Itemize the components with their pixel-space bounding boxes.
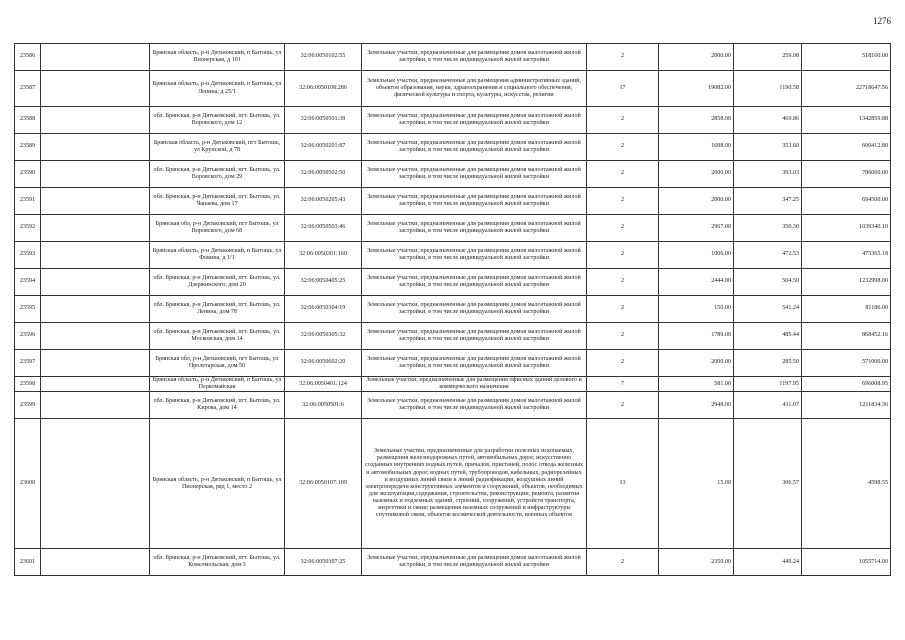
area-cell: 2948.00: [659, 392, 734, 419]
cadastral-value-cell: 1342859.88: [802, 107, 891, 134]
area-cell: 2000.00: [659, 161, 734, 188]
table-row: [15, 419, 891, 549]
empty-cell: [41, 549, 150, 576]
cadastral-value-table: [14, 43, 891, 576]
address-cell: обл. Брянская, р-н Дятьковский, пгт. Бытошь, ул. Дзержинского, дом 20: [150, 269, 285, 296]
table-row: [15, 188, 891, 215]
empty-cell: [41, 215, 150, 242]
table-row: [15, 350, 891, 377]
empty-cell: [41, 188, 150, 215]
address-cell: Брянская область, р-н Дятьковский, п Бытошь, ул Ленина, д 25/1: [150, 71, 285, 107]
cadastral-number-cell: 32:06:0050307:25: [285, 549, 362, 576]
area-cell: 2000.00: [659, 350, 734, 377]
address-cell: обл. Брянская, р-н Дятьковский, пгт. Бытошь, ул. Московская, дом 14: [150, 323, 285, 350]
specific-value-cell: 306.57: [734, 419, 802, 549]
group-cell: 2: [587, 161, 659, 188]
land-use-cell: Земельные участки, предназначенные для размещения административных зданий, объектов образования, науки, здравоохранения и социального обеспечения, физической культуры и спорта, культуры, искусства, религии: [362, 71, 587, 107]
empty-cell: [41, 44, 150, 71]
area-cell: 19082.00: [659, 71, 734, 107]
land-use-cell: Земельные участки, предназначенные для размещения домов малоэтажной жилой застройки, в том числе индивидуальной жилой застройки: [362, 161, 587, 188]
cadastral-value-cell: 518160.00: [802, 44, 891, 71]
row-number-cell: 23594: [15, 269, 41, 296]
empty-cell: [41, 107, 150, 134]
specific-value-cell: 347.25: [734, 188, 802, 215]
group-cell: 2: [587, 296, 659, 323]
specific-value-cell: 449.24: [734, 549, 802, 576]
row-number-cell: 23596: [15, 323, 41, 350]
group-cell: 13: [587, 419, 659, 549]
group-cell: 2: [587, 134, 659, 161]
table-row: [15, 296, 891, 323]
specific-value-cell: 285.50: [734, 350, 802, 377]
area-cell: 1789.00: [659, 323, 734, 350]
group-cell: 2: [587, 215, 659, 242]
land-use-cell: Земельные участки, предназначенные для размещения домов малоэтажной жилой застройки, в том числе индивидуальной жилой застройки: [362, 134, 587, 161]
cadastral-number-cell: 32:06:0050602:20: [285, 350, 362, 377]
area-cell: 2444.00: [659, 269, 734, 296]
empty-cell: [41, 350, 150, 377]
cadastral-value-cell: 696008.95: [802, 377, 891, 392]
empty-cell: [41, 242, 150, 269]
row-number-cell: 23599: [15, 392, 41, 419]
cadastral-value-cell: 1055714.00: [802, 549, 891, 576]
row-number-cell: 23601: [15, 549, 41, 576]
cadastral-value-cell: 1211834.36: [802, 392, 891, 419]
cadastral-number-cell: 32:06:0050501:39: [285, 107, 362, 134]
empty-cell: [41, 161, 150, 188]
area-cell: 15.00: [659, 419, 734, 549]
table-row: [15, 549, 891, 576]
address-cell: обл. Брянская, р-н Дятьковский, пгт. Бытошь, ул. Воровского, дом 12: [150, 107, 285, 134]
row-number-cell: 23589: [15, 134, 41, 161]
area-cell: 150.00: [659, 296, 734, 323]
group-cell: 7: [587, 377, 659, 392]
address-cell: Брянская область, р-н Дятьковский, п Бытошь, ул Пионерская, д 101: [150, 44, 285, 71]
empty-cell: [41, 419, 150, 549]
specific-value-cell: 393.03: [734, 161, 802, 188]
land-use-cell: Земельные участки, предназначенные для размещения домов малоэтажной жилой застройки, в том числе индивидуальной жилой застройки: [362, 215, 587, 242]
page-number: 1276: [873, 16, 891, 26]
table-row: [15, 107, 891, 134]
specific-value-cell: 259.08: [734, 44, 802, 71]
empty-cell: [41, 392, 150, 419]
land-use-cell: Земельные участки, предназначенные для размещения домов малоэтажной жилой застройки, в том числе индивидуальной жилой застройки: [362, 242, 587, 269]
land-use-cell: Земельные участки, предназначенные для размещения домов малоэтажной жилой застройки, в том числе индивидуальной жилой застройки: [362, 296, 587, 323]
empty-cell: [41, 296, 150, 323]
specific-value-cell: 411.07: [734, 392, 802, 419]
specific-value-cell: 485.44: [734, 323, 802, 350]
address-cell: Брянская область, р-н Дятьковский, п Бытошь, ул Пионерская, ряд 1, место 2: [150, 419, 285, 549]
row-number-cell: 23591: [15, 188, 41, 215]
cadastral-number-cell: 32:06:0050108:286: [285, 71, 362, 107]
row-number-cell: 23598: [15, 377, 41, 392]
land-use-cell: Земельные участки, предназначенные для размещения домов малоэтажной жилой застройки, в том числе индивидуальной жилой застройки: [362, 350, 587, 377]
cadastral-number-cell: 32:06:0050502:50: [285, 161, 362, 188]
group-cell: 2: [587, 392, 659, 419]
address-cell: Брянская область, р-н Дятьковский, п Бытошь, ул Первомайская: [150, 377, 285, 392]
address-cell: обл. Брянская, р-н Дятьковский, пгт. Бытошь, ул. Кирова, дом 14: [150, 392, 285, 419]
land-use-cell: Земельные участки, предназначенные для размещения домов малоэтажной жилой застройки, в том числе индивидуальной жилой застройки: [362, 323, 587, 350]
group-cell: 2: [587, 188, 659, 215]
group-cell: 2: [587, 350, 659, 377]
table-row: [15, 242, 891, 269]
area-cell: 2000.00: [659, 188, 734, 215]
empty-cell: [41, 134, 150, 161]
table-row: [15, 215, 891, 242]
table-row: [15, 71, 891, 107]
cadastral-value-cell: 1232998.00: [802, 269, 891, 296]
address-cell: Брянская обл, р-н Дятьковский, пгт Бытошь, ул Воровского, дом 68: [150, 215, 285, 242]
group-cell: 2: [587, 269, 659, 296]
empty-cell: [41, 323, 150, 350]
cadastral-number-cell: 32:06:0050405:25: [285, 269, 362, 296]
row-number-cell: 23588: [15, 107, 41, 134]
cadastral-number-cell: 32:06:0050102:55: [285, 44, 362, 71]
cadastral-value-cell: 1039340.10: [802, 215, 891, 242]
address-cell: Брянская обл, р-н Дятьковский, пгт Бытошь, ул Пролетарская, дом 50: [150, 350, 285, 377]
land-use-cell: Земельные участки, предназначенные для размещения домов малоэтажной жилой застройки, в том числе индивидуальной жилой застройки: [362, 392, 587, 419]
row-number-cell: 23595: [15, 296, 41, 323]
cadastral-number-cell: 32:06:0050503:46: [285, 215, 362, 242]
specific-value-cell: 1197.95: [734, 377, 802, 392]
group-cell: 2: [587, 323, 659, 350]
row-number-cell: 23593: [15, 242, 41, 269]
table-row: [15, 161, 891, 188]
land-use-cell: Земельные участки, предназначенные для размещения домов малоэтажной жилой застройки, в том числе индивидуальной жилой застройки: [362, 107, 587, 134]
area-cell: 1698.00: [659, 134, 734, 161]
area-cell: 1006.00: [659, 242, 734, 269]
empty-cell: [41, 377, 150, 392]
address-cell: обл. Брянская, р-н Дятьковский, пгт. Бытошь, ул. Ленина, дом 78: [150, 296, 285, 323]
table-row: [15, 377, 891, 392]
address-cell: обл. Брянская, р-н Дятьковский, пгт. Бытошь, ул. Воровского, дом 29: [150, 161, 285, 188]
row-number-cell: 23600: [15, 419, 41, 549]
empty-cell: [41, 71, 150, 107]
area-cell: 2000.00: [659, 44, 734, 71]
table-row: [15, 134, 891, 161]
address-cell: обл. Брянская, р-н Дятьковский, пгт. Бытошь, ул. Комсомольская, дом 3: [150, 549, 285, 576]
area-cell: 2858.00: [659, 107, 734, 134]
area-cell: 2967.00: [659, 215, 734, 242]
group-cell: 2: [587, 549, 659, 576]
cadastral-value-cell: 81186.00: [802, 296, 891, 323]
address-cell: Брянская область, р-н Дятьковский, пгт Бытошь, ул Крупской, д 78: [150, 134, 285, 161]
land-use-cell: Земельные участки, предназначенные для размещения домов малоэтажной жилой застройки, в том числе индивидуальной жилой застройки: [362, 269, 587, 296]
cadastral-number-cell: 32:06:0050201:87: [285, 134, 362, 161]
cadastral-value-cell: 868452.16: [802, 323, 891, 350]
empty-cell: [41, 269, 150, 296]
cadastral-value-cell: 475365.18: [802, 242, 891, 269]
specific-value-cell: 1190.58: [734, 71, 802, 107]
group-cell: 2: [587, 107, 659, 134]
land-use-cell: Земельные участки, предназначенные для размещения домов малоэтажной жилой застройки, в том числе индивидуальной жилой застройки: [362, 188, 587, 215]
table-row: [15, 392, 891, 419]
cadastral-number-cell: 32:06:0050205:43: [285, 188, 362, 215]
land-use-cell: Земельные участки, предназначенные для разработки полезных ископаемых, размещения железнодорожных путей, автомобильных дорог, искусственно созданных внутренних водных путей, причалов, пристаней, полос отвода железных и автомобильных дорог, водных путей, трубопроводов, кабельных, радиорелейных и воздушных линий связи и линий радиофикации, воздушных линий электропередачи конструктивных элементов и сооружений, объектов, необходимых для эксплуатации,содержания, строительства, реконструкции, ремонта, развития наземных и подземных зданий, строений, сооружений, устройств транспорта, энергетики и связи; размещения наземных сооружений и инфраструктуры спутниковой связи, объектов космической деятельности, военных объектов: [362, 419, 587, 549]
group-cell: 2: [587, 44, 659, 71]
table-row: [15, 323, 891, 350]
cadastral-number-cell: 32:06:0050107:109: [285, 419, 362, 549]
address-cell: Брянская область, р-н Дятьковский, п Бытошь, ул Фокина, д 1/1: [150, 242, 285, 269]
cadastral-number-cell: 32:06:0050501:6: [285, 392, 362, 419]
area-cell: 581.00: [659, 377, 734, 392]
land-use-cell: Земельные участки, предназначенные для размещения офисных зданий делового и коммерческого назначения: [362, 377, 587, 392]
land-use-cell: Земельные участки, предназначенные для размещения домов малоэтажной жилой застройки, в том числе индивидуальной жилой застройки: [362, 44, 587, 71]
row-number-cell: 23592: [15, 215, 41, 242]
cadastral-value-cell: 4598.55: [802, 419, 891, 549]
row-number-cell: 23586: [15, 44, 41, 71]
specific-value-cell: 469.86: [734, 107, 802, 134]
cadastral-number-cell: 32:06:0050301:160: [285, 242, 362, 269]
specific-value-cell: 472.53: [734, 242, 802, 269]
cadastral-number-cell: 32:06:0050401:124: [285, 377, 362, 392]
cadastral-number-cell: 32:06:0050304:19: [285, 296, 362, 323]
specific-value-cell: 541.24: [734, 296, 802, 323]
row-number-cell: 23587: [15, 71, 41, 107]
cadastral-value-cell: 694500.00: [802, 188, 891, 215]
table-row: [15, 269, 891, 296]
address-cell: обл. Брянская, р-н Дятьковский, пгт. Бытошь, ул. Чапаева, дом 17: [150, 188, 285, 215]
row-number-cell: 23597: [15, 350, 41, 377]
group-cell: 17: [587, 71, 659, 107]
cadastral-value-cell: 786060.00: [802, 161, 891, 188]
row-number-cell: 23590: [15, 161, 41, 188]
specific-value-cell: 350.30: [734, 215, 802, 242]
specific-value-cell: 504.50: [734, 269, 802, 296]
area-cell: 2350.00: [659, 549, 734, 576]
group-cell: 2: [587, 242, 659, 269]
cadastral-value-cell: 571000.00: [802, 350, 891, 377]
land-use-cell: Земельные участки, предназначенные для размещения домов малоэтажной жилой застройки, в том числе индивидуальной жилой застройки: [362, 549, 587, 576]
cadastral-value-cell: 600412.80: [802, 134, 891, 161]
cadastral-number-cell: 32:06:0050305:32: [285, 323, 362, 350]
specific-value-cell: 353.60: [734, 134, 802, 161]
table-row: [15, 44, 891, 71]
cadastral-value-cell: 22718647.56: [802, 71, 891, 107]
